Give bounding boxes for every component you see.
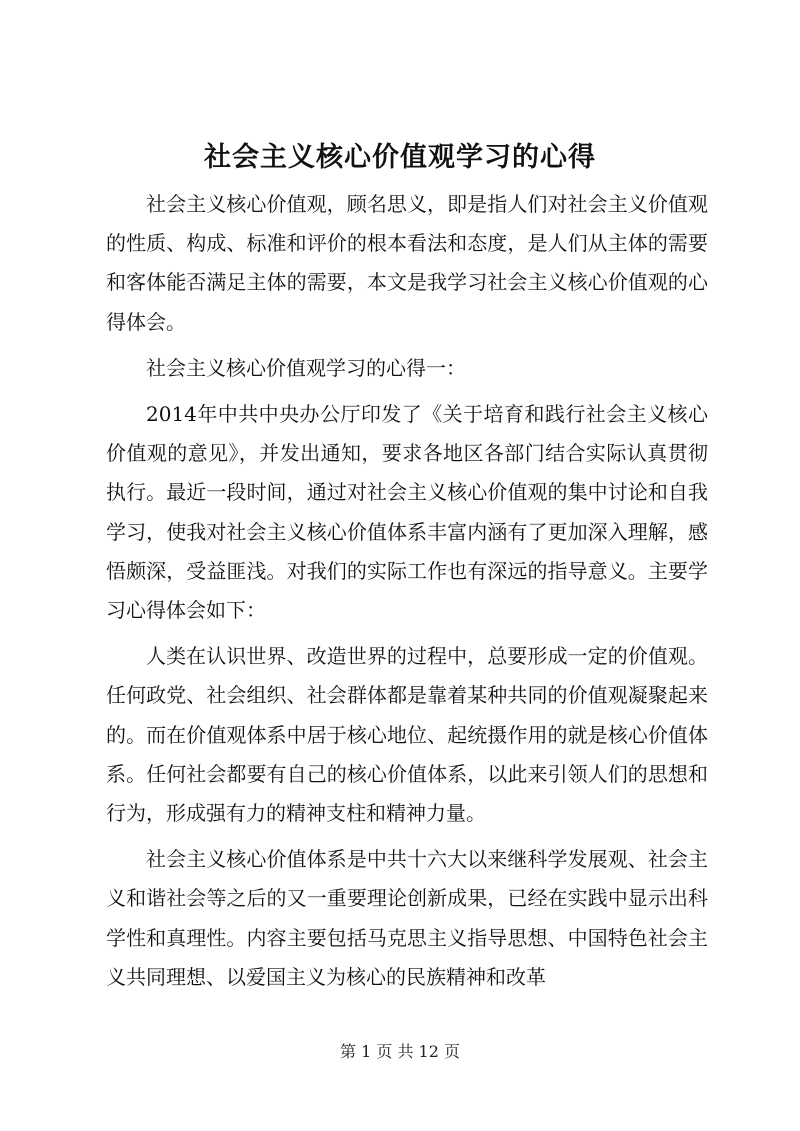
page-footer: 第 1 页 共 12 页 bbox=[340, 1042, 460, 1061]
paragraph-intro: 社会主义核心价值观，顾名思义，即是指人们对社会主义价值观的性质、构成、标准和评价的根本看法和态度，是人们从主体的需要和客体能否满足主体的需要，本文是我学习社会主义核心价值观的心得体会。 bbox=[106, 192, 708, 334]
paragraph-values-formation: 人类在认识世界、改造世界的过程中，总要形成一定的价值观。任何政党、社会组织、社会群体都是靠着某种共同的价值观凝聚起来的。而在价值观体系中居于核心地位、起统摄作用的就是核心价值体系。任何社会都要有自己的核心价值体系，以此来引领人们的思想和行为，形成强有力的精神支柱和精神力量。 bbox=[106, 644, 708, 826]
document-body bbox=[106, 185, 708, 997]
paragraph-2014-opinion: 2014年中共中央办公厅印发了《关于培育和践行社会主义核心价值观的意见》，并发出通知，要求各地区各部门结合实际认真贯彻执行。最近一段时间，通过对社会主义核心价值观的集中讨论和自我学习，使我对社会主义核心价值体系丰富内涵有了更加深入理解，感悟颇深，受益匪浅。对我们的实际工作也有深远的指导意义。主要学习心得体会如下： bbox=[106, 402, 708, 623]
paragraph-core-system: 社会主义核心价值体系是中共十六大以来继科学发展观、社会主义和谐社会等之后的又一重要理论创新成果，已经在实践中显示出科学性和真理性。内容主要包括马克思主义指导思想、中国特色社会主义共同理想、以爱国主义为核心的民族精神和改革 bbox=[106, 847, 708, 989]
document-title: 社会主义核心价值观学习的心得 bbox=[204, 142, 596, 173]
paragraph-heading-one: 社会主义核心价值观学习的心得一： bbox=[146, 355, 466, 380]
